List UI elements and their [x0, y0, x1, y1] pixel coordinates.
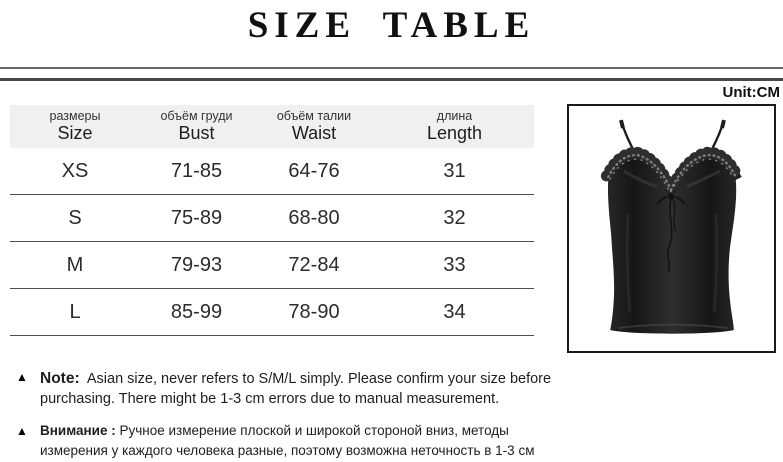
- note-russian-label: Внимание :: [40, 423, 116, 438]
- cell-bust: 85-99: [170, 300, 223, 323]
- triangle-icon: ▲: [16, 424, 28, 438]
- table-header-row: [10, 105, 534, 148]
- column-header-waist: [253, 110, 375, 143]
- column-header-bust-ru: объём груди: [160, 108, 233, 123]
- column-header-bust: [140, 110, 253, 143]
- column-header-waist-en: Waist: [291, 123, 337, 144]
- cell-length: 31: [443, 159, 466, 182]
- size-table: [10, 105, 534, 336]
- column-header-length-en: Length: [426, 123, 483, 144]
- divider-line-thick: [0, 78, 783, 81]
- cell-size: M: [66, 253, 84, 276]
- cell-size: S: [68, 206, 82, 229]
- note-russian-text: Внимание : Ручное измерение плоской и широкой стороной вниз, методы измерения у каждого человека разные, поэтому возможна неточность в 1-3 см: [40, 423, 535, 459]
- product-photo-frame: [567, 104, 776, 353]
- cell-size: XS: [61, 159, 89, 182]
- cell-size: L: [69, 300, 81, 323]
- column-header-bust-en: Bust: [178, 123, 215, 144]
- cell-bust: 79-93: [170, 253, 223, 276]
- camisole-product-image: [569, 106, 774, 351]
- table-row-xs: [10, 148, 534, 195]
- cell-bust: 75-89: [170, 206, 223, 229]
- note-english-label: Note:: [40, 370, 80, 387]
- cell-waist: 68-80: [288, 206, 340, 229]
- cell-length: 34: [443, 300, 466, 323]
- note-english-text: Note: Asian size, never refers to S/M/L simply. Please confirm your size before purchasing. There might be 1-3 cm errors due to manual measurement.: [40, 370, 552, 408]
- triangle-icon: ▲: [16, 370, 28, 384]
- unit-label: Unit:CM: [722, 84, 780, 101]
- column-header-length-ru: длина: [436, 108, 473, 123]
- column-header-size-ru: размеры: [49, 108, 101, 123]
- column-header-waist-ru: объём талии: [276, 108, 352, 123]
- divider-line-thin: [0, 67, 783, 69]
- column-header-length: [375, 110, 534, 143]
- table-row-l: [10, 289, 534, 336]
- table-row-s: [10, 195, 534, 242]
- page-title: SIZE TABLE: [247, 5, 536, 46]
- column-header-size-en: Size: [57, 123, 93, 144]
- cell-waist: 72-84: [288, 253, 340, 276]
- cell-length: 33: [443, 253, 466, 276]
- cell-waist: 78-90: [288, 300, 340, 323]
- note-english: [14, 368, 559, 409]
- cell-bust: 71-85: [170, 159, 223, 182]
- column-header-size: [10, 110, 140, 143]
- note-russian: [14, 421, 559, 462]
- table-row-m: [10, 242, 534, 289]
- cell-waist: 64-76: [288, 159, 340, 182]
- cell-length: 32: [443, 206, 466, 229]
